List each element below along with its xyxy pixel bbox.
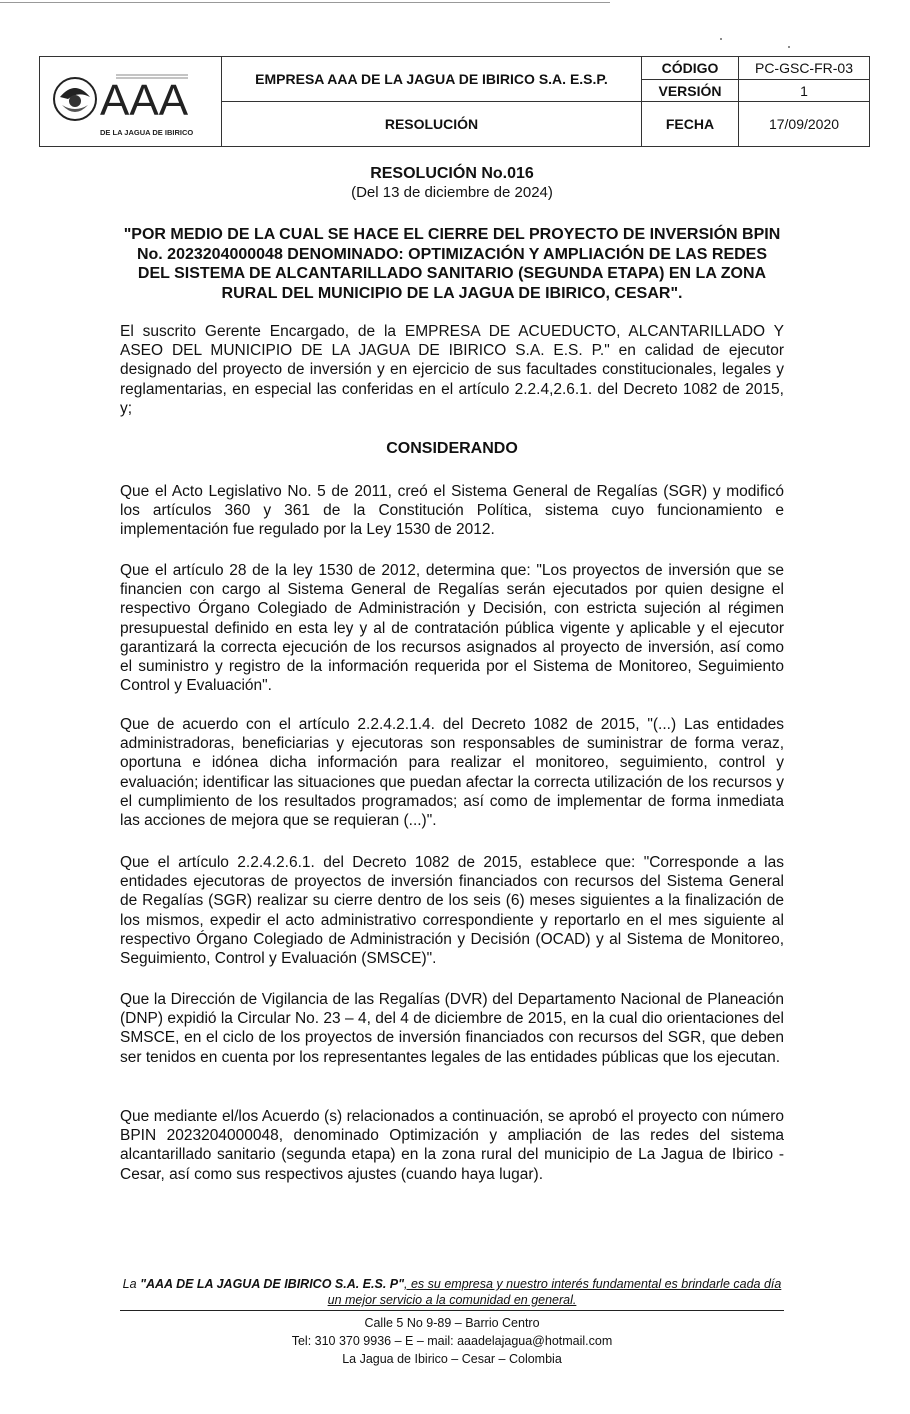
paragraph-3: Que de acuerdo con el artículo 2.2.4.2.1.4. del Decreto 1082 de 2015, "(...) Las entidades administradoras, beneficiarias y ejecutoras son responsables de suministrar de forma veraz, oportuna e idónea dicha información para realizar el monitoreo, seguimiento, control y evaluación; identificar las situaciones que puedan afectar la correcta utilización de los recursos y el cumplimiento de los resultados programados; así como de implementar de forma inmediata las acciones de mejora que se requieran (...)". xyxy=(120,716,784,830)
considerando-heading: CONSIDERANDO xyxy=(386,440,518,457)
resolution-heading xyxy=(120,164,784,202)
paragraph-5: Que la Dirección de Vigilancia de las Regalías (DVR) del Departamento Nacional de Planeación (DNP) expidió la Circular No. 23 – 4, del 4 de diciembre de 2015, en la cual dio orientaciones del SMSCE, en el ciclo de los proyectos de inversión financiados con recursos del SGR, que deben ser tenidos en cuenta por los representantes legales de las entidades públicas que los ejecutan. xyxy=(120,991,784,1066)
footer-address: Calle 5 No 9-89 – Barrio Centro xyxy=(364,1316,540,1330)
doc-type: RESOLUCIÓN xyxy=(222,102,642,147)
company-name: EMPRESA AAA DE LA JAGUA DE IBIRICO S.A. E.S.P. xyxy=(222,57,642,102)
company-logo-icon xyxy=(48,65,213,139)
resolution-number: RESOLUCIÓN No.016 xyxy=(370,165,534,182)
document-header xyxy=(39,56,870,147)
version-label: VERSIÓN xyxy=(642,80,739,102)
logo-text: AAA xyxy=(100,76,189,125)
fecha-value: 17/09/2020 xyxy=(739,102,870,147)
codigo-value: PC-GSC-FR-03 xyxy=(739,57,870,80)
resolution-date: (Del 13 de diciembre de 2024) xyxy=(351,184,553,202)
slogan-rest: , es su empresa y nuestro interés fundamental es brindarle cada día un mejor servicio a la comunidad en general. xyxy=(327,1277,782,1307)
fecha-label: FECHA xyxy=(642,102,739,147)
paragraph-2: Que el artículo 28 de la ley 1530 de 2012, determina que: "Los proyectos de inversión que se financien con cargo al Sistema General de Regalías serán ejecutados por quien designe el respectivo Órgano Colegiado de Administración y Decisión, con estricta sujeción al régimen presupuestal definido en esta ley y al de contratación pública vigente y aplicable y el ejecutor garantizará la correcta ejecución de los recursos asignados al proyecto de inversión, así como el suministro y registro de la información requerida por el Sistema de Monitoreo, Seguimiento Control y Evaluación". xyxy=(120,562,784,695)
scan-speck xyxy=(788,46,790,48)
codigo-label: CÓDIGO xyxy=(642,57,739,80)
paragraph-4: Que el artículo 2.2.4.2.6.1. del Decreto 1082 de 2015, establece que: "Corresponde a las entidades ejecutoras de proyectos de inversión financiados con recursos del Sistema General de Regalías (SGR) realizar su cierre dentro de los seis (6) meses siguientes a la finalización de los mismos, expedir el acto administrativo correspondiente y reportarlo en el mes siguiente al respectivo Órgano Colegiado de Administración y Decisión (OCAD) y al Sistema de Monitoreo, Seguimiento, Control y Evaluación (SMSCE)". xyxy=(120,854,784,968)
footer-divider xyxy=(120,1310,784,1311)
slogan-prefix: La xyxy=(122,1277,141,1291)
logo-cell xyxy=(40,57,222,147)
footer-city: La Jagua de Ibirico – Cesar – Colombia xyxy=(342,1352,562,1366)
paragraph-6: Que mediante el/los Acuerdo (s) relacionados a continuación, se aprobó el proyecto con número BPIN 2023204000048, denominado Optimización y ampliación de las redes del sistema alcantarillado sanitario (segunda etapa) en la zona rural del municipio de La Jagua de Ibirico - Cesar, así como sus respectivos ajustes (cuando haya lugar). xyxy=(120,1108,784,1183)
paragraph-1: Que el Acto Legislativo No. 5 de 2011, creó el Sistema General de Regalías (SGR) y modificó los artículos 360 y 361 de la Constitución Política, sistema cuyo funcionamiento e implementación fue regulado por la Ley 1530 de 2012. xyxy=(120,483,784,539)
slogan-company: "AAA DE LA JAGUA DE IBIRICO S.A. E.S. P" xyxy=(140,1277,405,1291)
footer-phone-email: Tel: 310 370 9936 – E – mail: aaadelajagua@hotmail.com xyxy=(291,1334,613,1348)
logo-caption: DE LA JAGUA DE IBIRICO xyxy=(100,128,194,137)
version-value: 1 xyxy=(739,80,870,102)
scan-top-edge xyxy=(0,2,610,3)
footer-contact xyxy=(120,1314,784,1368)
resolution-object: "POR MEDIO DE LA CUAL SE HACE EL CIERRE DEL PROYECTO DE INVERSIÓN BPIN No. 2023204000048 DENOMINADO: OPTIMIZACIÓN Y AMPLIACIÓN DE LAS REDES DEL SISTEMA DE ALCANTARILLADO SANITARIO (SEGUNDA ETAPA) EN LA ZONA RURAL DEL MUNICIPIO DE LA JAGUA DE IBIRICO, CESAR". xyxy=(123,226,781,302)
scan-speck xyxy=(720,38,722,40)
footer-slogan xyxy=(120,1276,784,1308)
intro-paragraph: El suscrito Gerente Encargado, de la EMPRESA DE ACUEDUCTO, ALCANTARILLADO Y ASEO DEL MUNICIPIO DE LA JAGUA DE IBIRICO S.A. E.S. P." en calidad de ejecutor designado del proyecto de inversión y en ejercicio de sus facultades constitucionales, legales y reglamentarias, en especial las conferidas en el artículo 2.2.4,2.6.1. del Decreto 1082 de 2015, y; xyxy=(120,323,784,417)
